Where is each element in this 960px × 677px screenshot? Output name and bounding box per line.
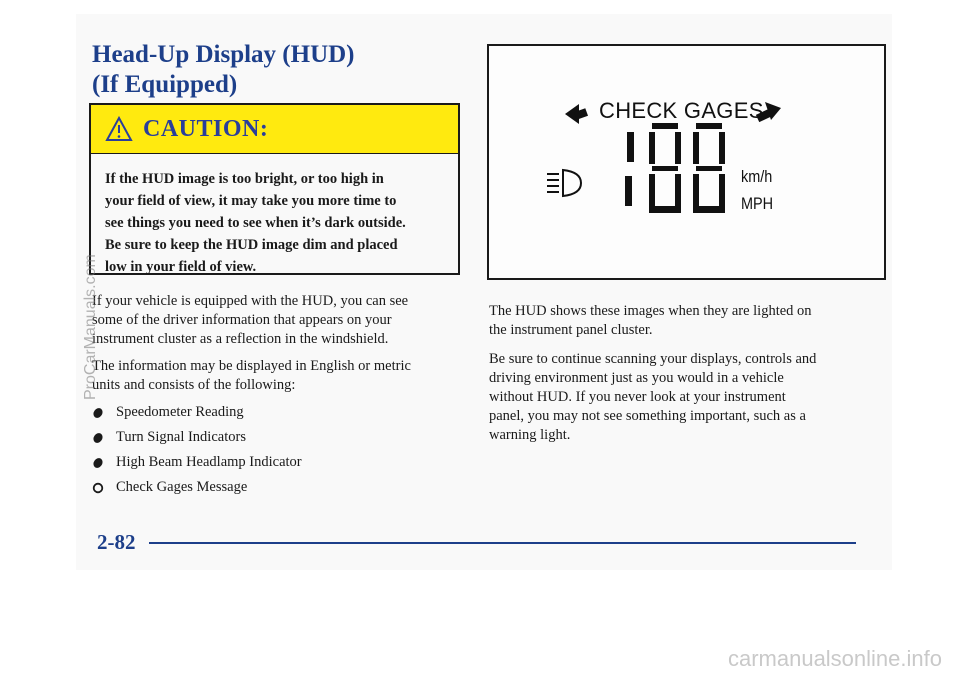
text-line: If your vehicle is equipped with the HUD, you can see (92, 293, 409, 309)
text-line: without HUD. If you never look at your instrument (489, 389, 786, 405)
bullet-icon (92, 457, 104, 469)
list-item-label: High Beam Headlamp Indicator (116, 454, 302, 470)
check-gages-text: CHECK GAGES (599, 98, 764, 123)
left-column (92, 292, 452, 503)
list-item-label: Check Gages Message (116, 479, 248, 495)
unit-metric: km/h (741, 167, 773, 186)
high-beam-icon (547, 170, 581, 196)
page-number: 2-82 (97, 530, 136, 554)
text-line: instrument cluster as a reflection in the windshield. (92, 331, 389, 347)
text-line: driving environment just as you would in a vehicle (489, 370, 784, 386)
list-item (92, 403, 452, 422)
info-paragraph (92, 357, 452, 395)
list-item (92, 453, 452, 472)
section-title-line2: (If Equipped) (92, 71, 238, 98)
caution-line: see things you need to see when it’s dark outside. (105, 215, 406, 231)
list-item-label: Turn Signal Indicators (116, 429, 246, 445)
bullet-icon (92, 407, 104, 419)
caution-text (105, 168, 442, 278)
left-turn-arrow-icon (565, 104, 588, 124)
unit-english: MPH (741, 194, 774, 213)
text-line: The information may be displayed in English or metric (92, 358, 411, 374)
hud-illustration (487, 44, 886, 280)
text-line: Be sure to continue scanning your displays, controls and (489, 351, 817, 367)
hud-graphic (489, 46, 884, 278)
text-line: units and consists of the following: (92, 377, 296, 393)
speed-digits-display (625, 123, 725, 213)
list-item-label: Speedometer Reading (116, 404, 244, 420)
caution-line: If the HUD image is too bright, or too high in (105, 171, 384, 187)
feature-list (92, 403, 452, 497)
section-title-line1: Head-Up Display (HUD) (92, 41, 355, 68)
intro-paragraph (92, 292, 452, 349)
bullet-icon (92, 482, 104, 494)
caution-line: your field of view, it may take you more time to (105, 193, 397, 209)
warning-triangle-icon (105, 116, 133, 142)
text-line: warning light. (489, 427, 571, 443)
list-item (92, 428, 452, 447)
text-line: some of the driver information that appears on your (92, 312, 392, 328)
caution-line: Be sure to keep the HUD image dim and placed (105, 237, 398, 253)
caution-line: low in your field of view. (105, 259, 257, 275)
caution-label: CAUTION: (143, 115, 269, 142)
hud-description (489, 302, 859, 340)
bullet-icon (92, 432, 104, 444)
section-title (92, 40, 355, 100)
side-watermark: ProCarManuals.com (82, 254, 99, 400)
footer-divider (149, 542, 856, 544)
scanning-advice (489, 350, 859, 445)
text-line: the instrument panel cluster. (489, 322, 653, 338)
list-item (92, 478, 452, 497)
right-column (489, 302, 859, 455)
caution-box (89, 103, 460, 275)
caution-header (91, 105, 458, 154)
text-line: panel, you may not see something important, such as a (489, 408, 806, 424)
text-line: The HUD shows these images when they are lighted on (489, 303, 812, 319)
bottom-watermark: carmanualsonline.info (727, 646, 942, 671)
